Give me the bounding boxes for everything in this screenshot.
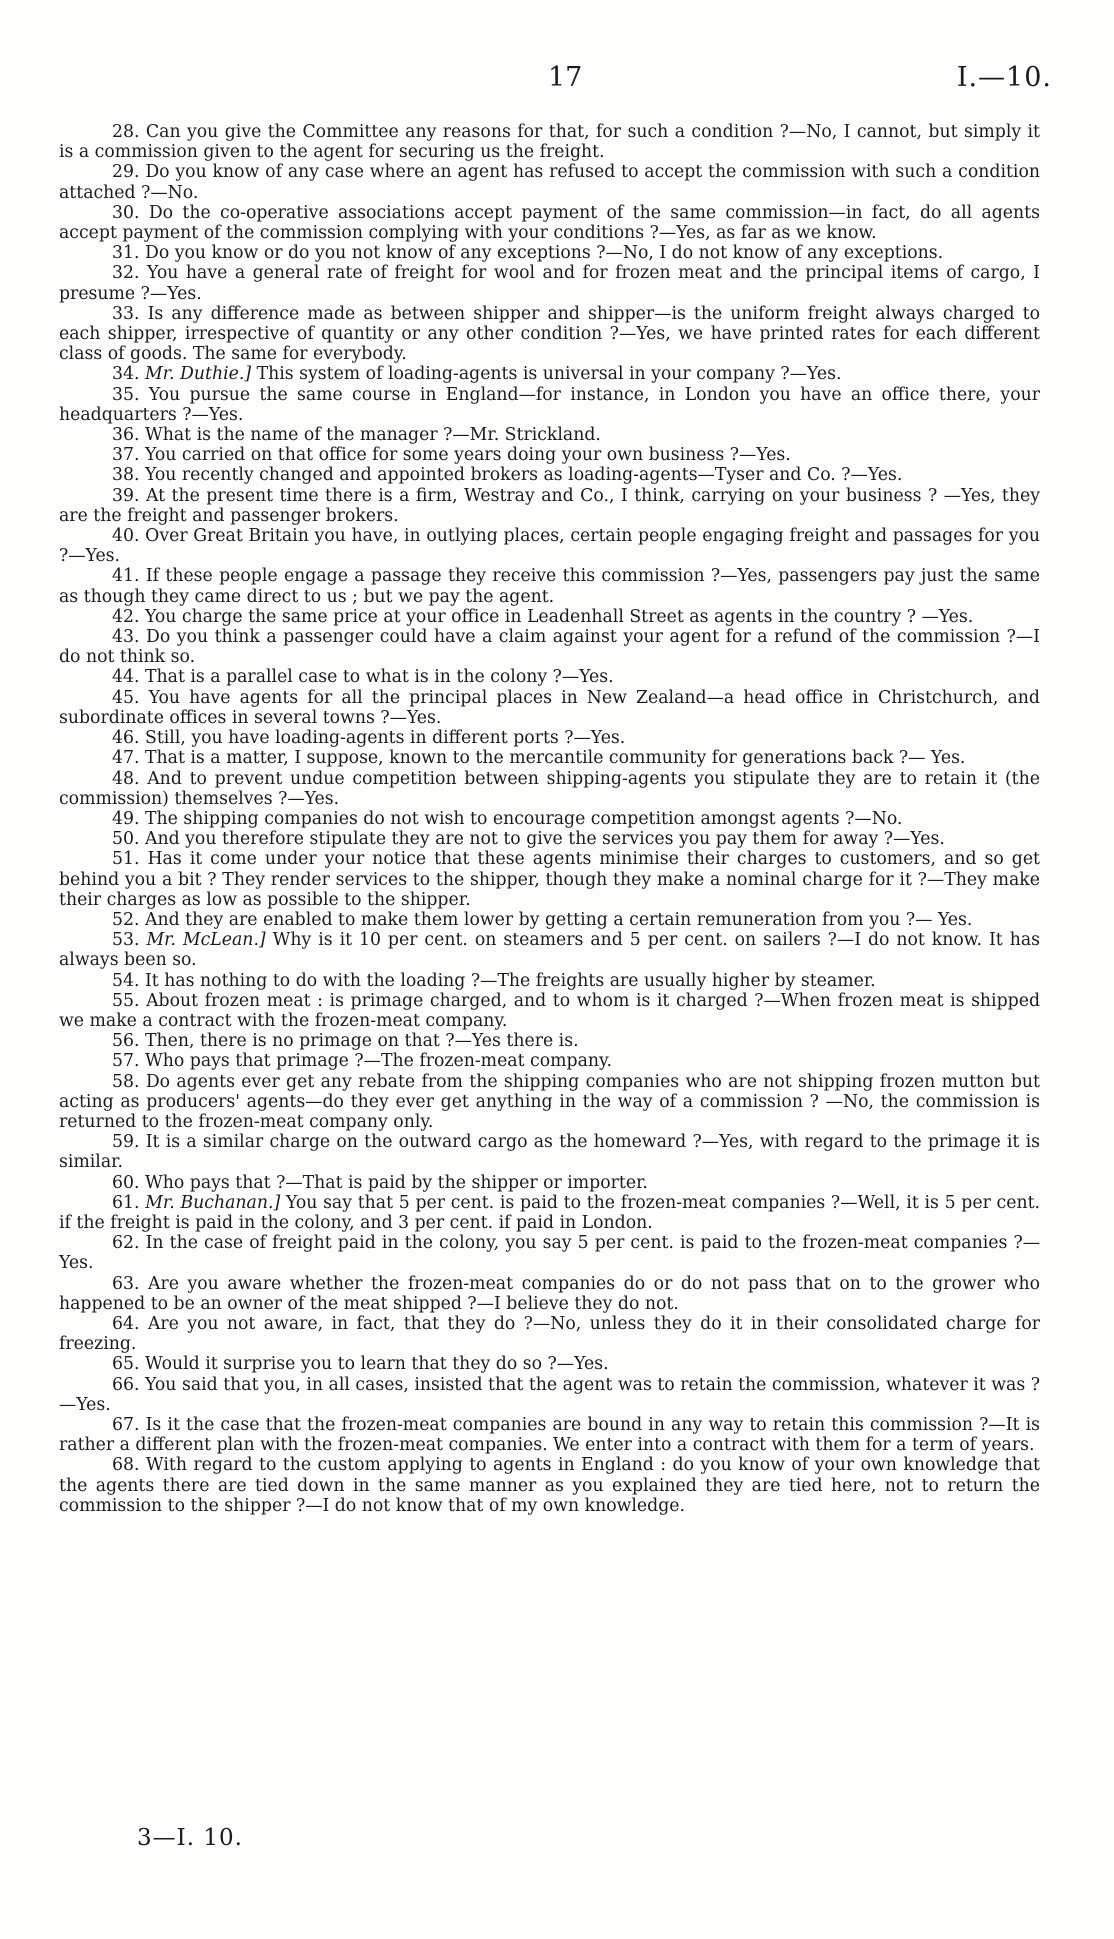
question-number: 35.: [112, 384, 140, 405]
question-number: 57.: [112, 1051, 140, 1072]
question-text: If these people engage a passage they receive this commission ?—Yes, passengers pay just the same as though they came direct to us ; but we pay the agent.: [59, 566, 1040, 607]
question-paragraph: [59, 203, 1040, 243]
question-text: You say that 5 per cent. is paid to the frozen-meat companies ?—Well, it is 5 per cent. if the freight is paid in the colony, and 3 per cent. if paid in London.: [59, 1192, 1041, 1233]
question-number: 68.: [112, 1455, 140, 1476]
question-number: 29.: [112, 162, 140, 183]
question-text: Do you know or do you not know of any exceptions ?—No, I do not know of any exceptions.: [144, 243, 944, 264]
question-paragraph: [59, 445, 1040, 465]
question-text: You have agents for all the principal places in New Zealand—a head office in Christchurch, and subordinate offices in several towns ?—Yes.: [59, 687, 1040, 728]
question-paragraph: [59, 385, 1040, 425]
question-text: Are you aware whether the frozen-meat companies do or do not pass that on to the grower who happened to be an owner of the meat shipped ?—I believe they do not.: [59, 1273, 1040, 1314]
question-number: 54.: [112, 970, 140, 991]
question-paragraph: [59, 526, 1040, 566]
question-paragraph: [59, 627, 1040, 667]
question-paragraph: [59, 1051, 1040, 1071]
question-number: 37.: [112, 445, 140, 466]
question-number: 46.: [112, 728, 140, 749]
question-text: It has nothing to do with the loading ?—The freights are usually higher by steamer.: [144, 970, 876, 991]
question-paragraph: [59, 566, 1040, 606]
question-text: Would it surprise you to learn that they do so ?—Yes.: [144, 1354, 609, 1375]
document-reference: I.—10.: [956, 62, 1052, 93]
question-text: You pursue the same course in England—for instance, in London you have an office there, your headquarters ?—Yes.: [59, 384, 1040, 425]
question-paragraph: [59, 1031, 1040, 1051]
question-text: Are you not aware, in fact, that they do ?—No, unless they do it in their consolidated charge for freezing.: [59, 1313, 1040, 1355]
question-text: About frozen meat : is primage charged, and to whom is it charged ?—When frozen meat is shipped we make a contract with the frozen-meat company.: [59, 990, 1041, 1031]
question-text: You charge the same price at your office in Leadenhall Street as agents in the country ? —Yes.: [144, 606, 974, 627]
question-number: 52.: [112, 909, 140, 930]
question-text: And to prevent undue competition between shipping-agents you stipulate they are to retain it (the commission) themselves ?—Yes.: [59, 768, 1040, 809]
question-text: That is a matter, I suppose, known to the mercantile community for generations back ?— Yes.: [144, 748, 966, 769]
question-number: 53.: [112, 930, 140, 951]
question-text: Over Great Britain you have, in outlying places, certain people engaging freight and passages for you ?—Yes.: [59, 526, 1040, 567]
question-paragraph: [59, 465, 1040, 485]
question-text: Can you give the Committee any reasons for that, for such a condition ?—No, I cannot, but simply it is a commission given to the agent for securing us the freight.: [59, 122, 1041, 163]
question-text: You said that you, in all cases, insisted that the agent was to retain the commission, whatever it was ?—Yes.: [59, 1374, 1040, 1415]
question-text: Why is it 10 per cent. on steamers and 5 per cent. on sailers ?—I do not know. It has always been so.: [59, 930, 1040, 971]
question-paragraph: [59, 122, 1040, 162]
question-paragraph: [59, 728, 1040, 748]
question-text: Still, you have loading-agents in different ports ?—Yes.: [144, 728, 626, 749]
question-paragraph: [59, 748, 1040, 768]
question-paragraph: [59, 162, 1040, 202]
question-number: 67.: [112, 1415, 140, 1435]
question-number: 64.: [112, 1313, 140, 1334]
question-text: This system of loading-agents is universal in your company ?—Yes.: [256, 364, 842, 385]
question-number: 44.: [112, 667, 140, 688]
question-paragraph: [59, 1193, 1040, 1233]
question-number: 66.: [112, 1374, 140, 1395]
question-number: 48.: [112, 768, 140, 789]
question-paragraph: [59, 829, 1040, 849]
question-paragraph: [59, 1375, 1040, 1415]
question-number: 30.: [112, 202, 140, 223]
question-paragraph: [59, 991, 1040, 1031]
question-number: 47.: [112, 748, 140, 769]
question-paragraph: [59, 364, 1040, 384]
question-text: And you therefore stipulate they are not to give the services you pay them for away ?—Yes.: [144, 829, 945, 850]
question-number: 58.: [112, 1071, 140, 1092]
question-text: What is the name of the manager ?—Mr. Strickland.: [144, 425, 601, 446]
question-paragraph: [59, 1455, 1040, 1516]
speaker-name: Mr. McLean.]: [146, 930, 266, 951]
question-paragraph: [59, 688, 1040, 728]
question-number: 34.: [112, 364, 140, 385]
question-paragraph: [59, 425, 1040, 445]
question-number: 28.: [112, 122, 140, 142]
question-paragraph: [59, 607, 1040, 627]
question-text: You have a general rate of freight for wool and for frozen meat and the principal items of cargo, I presume ?—Yes.: [59, 263, 1040, 304]
question-number: 40.: [112, 526, 140, 547]
question-paragraph: [59, 304, 1040, 365]
question-paragraph: [59, 1233, 1040, 1273]
question-number: 36.: [112, 425, 140, 446]
question-paragraph: [59, 910, 1040, 930]
question-text: Do you think a passenger could have a claim against your agent for a refund of the commission ?—I do not think so.: [59, 627, 1040, 668]
question-number: 45.: [112, 687, 140, 708]
evidence-body: [59, 122, 1040, 1516]
question-number: 33.: [112, 303, 140, 324]
question-text: Who pays that ?—That is paid by the shipper or importer.: [144, 1172, 648, 1193]
question-paragraph: [59, 1274, 1040, 1314]
question-number: 61.: [112, 1192, 140, 1213]
question-paragraph: [59, 263, 1040, 303]
question-text: In the case of freight paid in the colony, you say 5 per cent. is paid to the frozen-meat companies ?—Yes.: [59, 1233, 1040, 1274]
question-text: Do the co-operative associations accept payment of the same commission—in fact, do all agents accept payment of the commission complying with your conditions ?—Yes, as far as we know.: [59, 202, 1040, 244]
question-number: 60.: [112, 1172, 140, 1193]
question-paragraph: [59, 971, 1040, 991]
question-text: And they are enabled to make them lower by getting a certain remuneration from you ?— Yes.: [144, 909, 973, 930]
question-text: Do you know of any case where an agent has refused to accept the commission with such a condition attached ?—No.: [59, 162, 1040, 203]
question-text: Is it the case that the frozen-meat companies are bound in any way to retain this commission ?—It is rather a different plan with the frozen-meat companies. We enter into a contract with them for a term of years.: [59, 1415, 1040, 1456]
question-text: The shipping companies do not wish to encourage competition amongst agents ?—No.: [144, 808, 903, 829]
question-text: You carried on that office for some years doing your own business ?—Yes.: [144, 445, 791, 466]
question-number: 41.: [112, 566, 140, 587]
question-paragraph: [59, 243, 1040, 263]
question-text: Is any difference made as between shipper and shipper—is the uniform freight always charged to each shipper, irrespective of quantity or any other condition ?—Yes, we have printed rates for each different class of goods. The same for everybody.: [59, 303, 1040, 365]
question-number: 62.: [112, 1233, 140, 1254]
question-number: 32.: [112, 263, 140, 284]
question-paragraph: [59, 1072, 1040, 1133]
question-paragraph: [59, 1415, 1040, 1455]
speaker-name: Mr. Duthie.]: [144, 364, 252, 385]
question-number: 63.: [112, 1273, 140, 1294]
question-paragraph: [59, 849, 1040, 910]
question-number: 49.: [112, 808, 140, 829]
speaker-name: Mr. Buchanan.]: [145, 1192, 281, 1213]
question-paragraph: [59, 486, 1040, 526]
question-number: 39.: [112, 485, 140, 506]
question-paragraph: [59, 667, 1040, 687]
question-number: 59.: [112, 1132, 140, 1153]
question-number: 65.: [112, 1354, 140, 1375]
question-text: With regard to the custom applying to agents in England : do you know of your own knowledge that the agents there are tied down in the same manner as you explained they are tied here, not to return the commission to the shipper ?—I do not know that of my own knowledge.: [59, 1455, 1040, 1516]
question-paragraph: [59, 1314, 1040, 1354]
question-paragraph: [59, 1354, 1040, 1374]
question-number: 31.: [112, 243, 140, 264]
question-text: Who pays that primage ?—The frozen-meat company.: [144, 1051, 612, 1072]
signature-mark: 3—I. 10.: [137, 1825, 243, 1851]
question-paragraph: [59, 1173, 1040, 1193]
question-number: 56.: [112, 1031, 140, 1052]
question-text: It is a similar charge on the outward cargo as the homeward ?—Yes, with regard to the primage it is similar.: [59, 1132, 1040, 1173]
question-paragraph: [59, 930, 1040, 970]
question-text: At the present time there is a firm, Westray and Co., I think, carrying on your business ? —Yes, they are the freight and passenger brokers.: [59, 485, 1040, 526]
question-text: Has it come under your notice that these agents minimise their charges to customers, and so get behind you a bit ? They render services to the shipper, though they make a nominal charge for it ?—They make their charges as low as possible to the shipper.: [59, 849, 1040, 910]
question-text: Then, there is no primage on that ?—Yes there is.: [144, 1031, 579, 1052]
question-number: 55.: [112, 990, 140, 1011]
question-number: 42.: [112, 606, 140, 627]
question-paragraph: [59, 1132, 1040, 1172]
question-number: 43.: [112, 627, 140, 648]
question-paragraph: [59, 769, 1040, 809]
page-number: 17: [548, 62, 583, 93]
question-text: Do agents ever get any rebate from the shipping companies who are not shipping frozen mutton but acting as producers' agents—do they ever get anything in the way of a commission ? —No, the commission is returned to the frozen-meat company only.: [59, 1071, 1040, 1132]
question-text: That is a parallel case to what is in the colony ?—Yes.: [144, 667, 614, 688]
question-text: You recently changed and appointed brokers as loading-agents—Tyser and Co. ?—Yes.: [144, 465, 903, 486]
page-header: [0, 62, 1114, 102]
question-paragraph: [59, 809, 1040, 829]
question-number: 51.: [112, 849, 140, 870]
question-number: 50.: [112, 829, 140, 850]
question-number: 38.: [112, 465, 140, 486]
